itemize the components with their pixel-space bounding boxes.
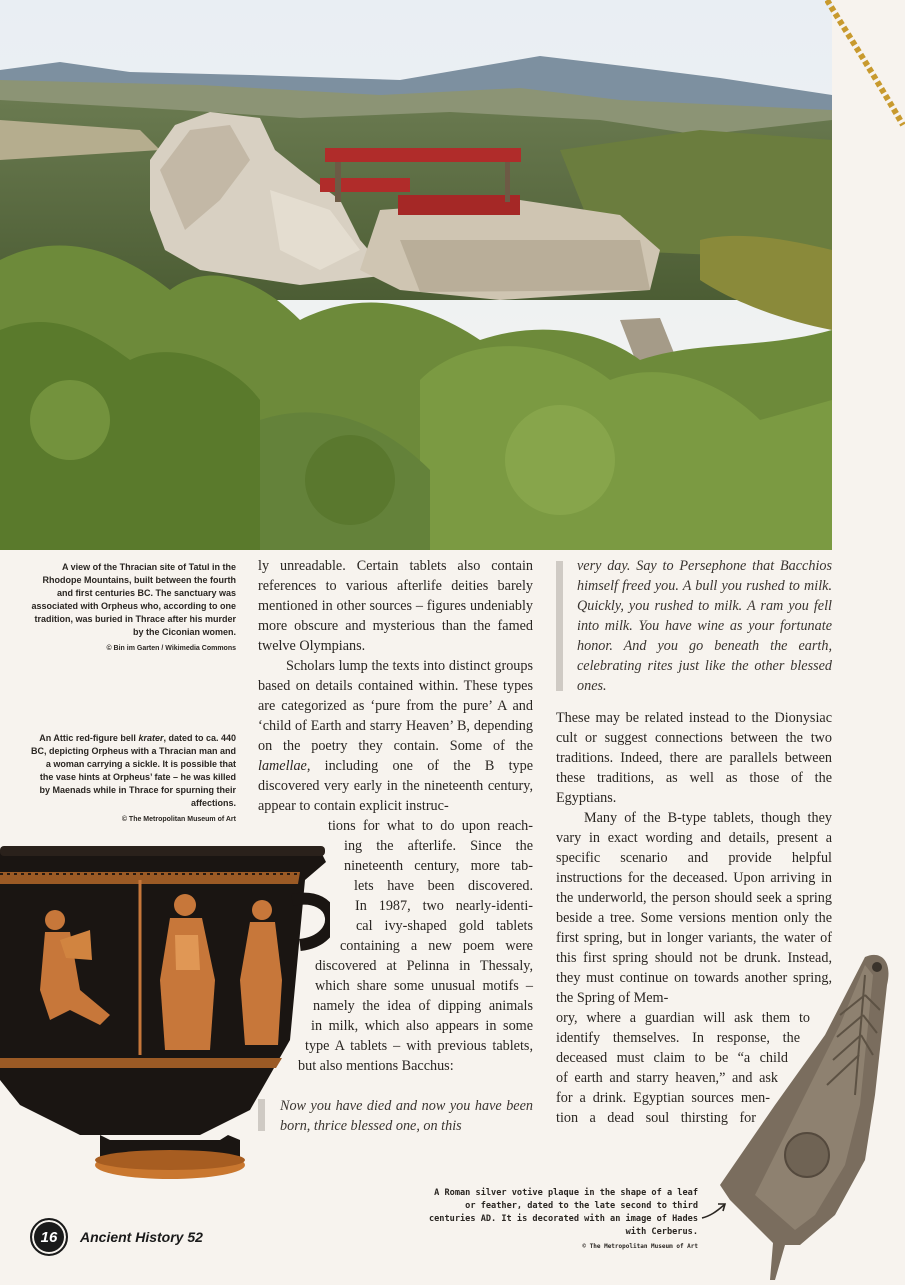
wrap-line: tion a dead soul thirsting for	[556, 1110, 756, 1126]
wrap-line: of earth and starry heaven,” and ask	[556, 1070, 778, 1086]
page-footer	[30, 1219, 203, 1255]
wrap-line: discovered at Pelinna in Thessaly,	[315, 958, 533, 974]
col1-p2-after: , including one of the B type discovered very early in the nineteenth century, appear to contain explicit instruc-	[258, 758, 533, 814]
col1-quote: Now you have died and now you have been born, thrice blessed one, on this	[280, 1098, 533, 1134]
wrap-line: but also mentions Bacchus:	[298, 1058, 454, 1074]
wrap-line: tions for what to do upon reach-	[328, 818, 533, 834]
tatul-caption-text: A view of the Thracian site of Tatul in the Rhodope Mountains, built between the fourth and first centuries BC. The sanctuary was associated with Orpheus who, according to one tradition, was buried in Thrace after his murder by the Ciconian women.	[31, 562, 236, 637]
tatul-caption-credit: © Bin im Garten / Wikimedia Commons	[106, 645, 236, 652]
col2-paragraph-1: These may be related instead to the Dionysiac cult or suggest connections between the two traditions. Indeed, there are parallels between these traditions, as well as those of the Egyptians.	[556, 710, 832, 806]
col1-paragraph-1: ly unreadable. Certain tablets also contain references to various afterlife deities barely mentioned in other sources – figures undeniably more obscure and mysterious than the famed twelve Olympians.	[258, 558, 533, 654]
wrap-line: which share some unusual motifs –	[315, 978, 533, 994]
krater-caption	[30, 732, 236, 826]
wrap-line: lets have been discovered.	[354, 878, 533, 894]
col2-quote: very day. Say to Persephone that Bacchios himself freed you. A bull you rushed to milk. Quickly, you rushed to milk. A ram you fell into milk. You have wine as your fortunate honor. And you go beneath the earth, celebrating rites just like the other blessed ones.	[577, 558, 832, 694]
wrap-line: type A tablets – with previous tablets,	[305, 1038, 533, 1054]
wrap-line: ing the afterlife. Since the	[344, 838, 533, 854]
plaque-caption	[420, 1187, 698, 1253]
wrap-line: ory, where a guardian will ask them to	[556, 1010, 810, 1026]
rope-decoration	[825, 0, 905, 130]
col1-p2-before: Scholars lump the texts into distinct groups based on details contained within. These types are categorized as ‘pure from the pure’ A and ‘child of Earth and starry Heaven’ B, depending on the poetry they contain. Some of the	[258, 658, 533, 754]
column-1	[258, 556, 533, 1076]
plaque-caption-text: A Roman silver votive plaque in the shape of a leaf or feather, dated to the late second to third centuries AD. It is decorated with an image of Hades with Cerberus.	[428, 1188, 698, 1237]
col1-paragraph-2	[258, 656, 533, 816]
column-1-quote	[258, 1096, 533, 1136]
wrap-line: for a drink. Egyptian sources men-	[556, 1090, 770, 1106]
magazine-title: Ancient History 52	[80, 1229, 203, 1245]
wrap-line: deceased must claim to be “a child	[556, 1050, 788, 1066]
wrap-line: namely the idea of dipping animals	[313, 998, 533, 1014]
col1-wrapped-text	[258, 816, 533, 1076]
wrap-line: in milk, which also appears in some	[311, 1018, 533, 1034]
krater-caption-text-after: , dated to ca. 440 BC, depicting Orpheus with a Thracian man and a woman carrying a sickle. It is possible that the vase hints at Orpheus’ fate – he was killed by Maenads while in Thrace for spurning their affections.	[30, 733, 236, 808]
wrap-line: containing a new poem were	[340, 938, 533, 954]
arrow-icon	[700, 1200, 728, 1222]
wrap-line: nineteenth century, more tab-	[344, 858, 533, 874]
tatul-site-photo	[0, 0, 832, 550]
krater-caption-italic: krater	[138, 733, 164, 743]
tatul-caption	[30, 561, 236, 655]
wrap-line: identify themselves. In response, the	[556, 1030, 800, 1046]
page-number: 16	[30, 1218, 68, 1256]
col2-paragraph-2: Many of the B-type tablets, though they vary in exact wording and details, present a specific scenario and provide helpful instructions for the deceased. Upon arriving in the underworld, the person should seek a spring beside a tree. Some versions mention only the first spring, but in longer variants, the water of this first spring should not be drunk. Instead, they must continue on towards another spring, the Spring of Mem-	[556, 810, 832, 1006]
wrap-line: cal ivy-shaped gold tablets	[356, 918, 533, 934]
krater-caption-credit: © The Metropolitan Museum of Art	[121, 816, 236, 823]
col1-p2-italic: lamellae	[258, 758, 307, 774]
plaque-caption-credit: © The Metropolitan Museum of Art	[582, 1243, 698, 1250]
wrap-line: In 1987, two nearly-identi-	[355, 898, 533, 914]
krater-caption-text-before: An Attic red-figure bell	[39, 733, 139, 743]
silver-votive-plaque-image	[715, 945, 905, 1280]
